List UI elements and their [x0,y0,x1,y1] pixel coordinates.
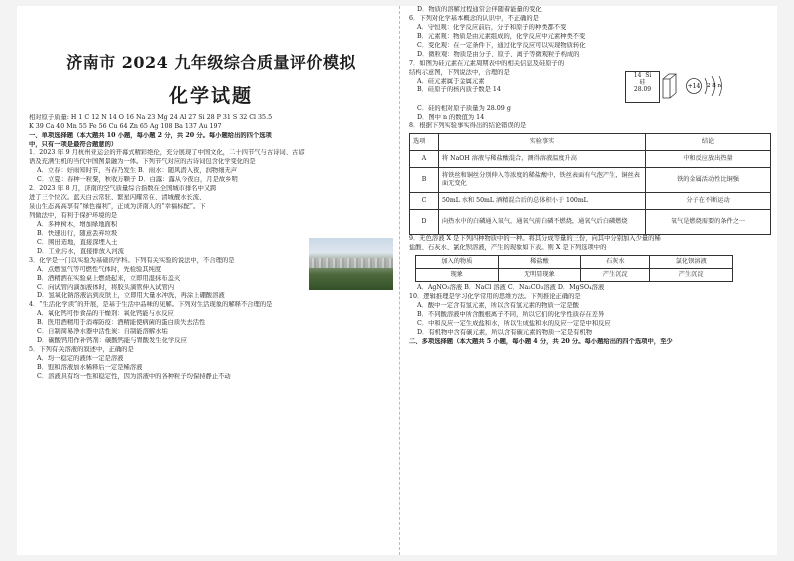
crystal-cube-icon [661,71,677,99]
option-line: C．围田造地，直接深埋入土 [37,238,118,246]
option-line: C．立夏：春种一粒粟，秋收万颗子 D．白露：露从今夜白，月是故乡明 [37,176,238,184]
question-line: 5．下列有关溶液的叙述中，正确的是 [29,346,134,354]
left-column [29,6,393,382]
table-header-cell: 加入的物质 [416,256,499,269]
reaction-table [415,255,733,282]
table-header-cell: 选项 [410,134,439,151]
table-cell: D [410,210,439,235]
option-line: D．微粒观：物质是由分子、原子、离子等微观粒子构成的 [417,50,580,58]
option-line: A．硅元素属于金属元素 [417,77,485,85]
question-line: 列做法中，有利于保护环境的是 [29,212,118,219]
city-landscape-photo [309,238,393,290]
question-line: 语及充满生机的当代中国图景融为一体。下列节气对应的古诗词包含化学变化的是 [29,158,256,166]
question-line: 1．2023 年 9 月杭州亚运会的开幕式精彩绝伦，充分展现了中国文化，二十四节气与古诗词、古谚 [29,149,305,157]
question-line: 4．“生活化学读”的开展，是基于生活中品味的见解。下列对生活现象的解释不合理的是 [29,301,273,309]
table-cell: 无明显现象 [498,269,581,282]
question-line: 盐酸、石灰水、氯化钡溶液，产生的现象如下表。则 X 是下列选项中的 [409,244,607,252]
element-cell-silicon [625,71,660,103]
table-cell: B [410,168,439,193]
option-line: A．酸中一定含有氢元素，所以含有氢元素的物质一定是酸 [417,302,579,310]
electron-shells: 2 8 n [707,82,722,89]
table-header-cell: 结论 [646,134,771,151]
table-header-cell: 稀盐酸 [498,256,581,269]
table-cell: C [410,193,439,210]
option-line: C．自制简易净水器中活性炭：自制能溶解水垢 [37,328,168,336]
table-cell: A [410,151,439,168]
section-heading: 二、多项选择题（本大题共 5 小题，每小题 4 分，共 20 分。每小题给出的四个选项中，至少 [409,337,673,345]
section-heading: 中，只有一项是最符合题意的） [29,140,118,148]
option-line: B．元素观：物质是由元素组成的，化学反应中元素种类不变 [417,32,586,40]
question-line: 结构示意图，下列说法中，合理的是 [409,68,510,76]
table-cell: 向热水中的白磷通入氧气，通氧气前白磷不燃烧，通氧气后白磷燃烧 [439,210,646,235]
table-header-cell: 石灰水 [581,256,650,269]
atomic-mass: 28.09 [633,85,652,93]
option-line: B．酒精洒在实验桌上燃烧起来，立即用湿抹布盖灭 [37,274,181,282]
atomic-structure-diagram [685,73,745,99]
table-header-cell: 实验事实 [439,134,646,151]
option-line: C．中和反应一定生成盐和水，所以生成盐和水的反应一定是中和反应 [417,320,611,327]
atomic-number: 14 [633,71,642,79]
question-line: 6．下列对化学基本概念的认识中，不正确的是 [409,14,539,22]
element-symbol: Si [645,71,652,79]
question-line: 进了三个位次。蓝天白云常驻、繁星闪耀常在、清城靓水长流、 [29,194,206,202]
table-header-row [416,256,733,269]
option-line: D．工业污水，直接排放入河流 [37,247,124,255]
option-line: D．物质的溶解过程通常会伴随着能量的变化 [417,6,542,13]
subject-title: 化学试题 [168,84,253,107]
question-line: 8．根据下列实验事实得出的结论错误的是 [409,122,527,130]
element-name: 硅 [639,78,646,86]
atomic-masses-line: K 39 Ca 40 Mn 55 Fe 56 Cu 64 Zn 65 Ag 108 Ba 137 Au 197 [29,122,222,130]
table-cell: 氧气是燃烧需要的条件之一 [646,210,771,235]
question-line: 2．2023 年 8 月，济南的空气质量综合指数在全国城市排名中又跨 [29,185,217,193]
exam-page [17,6,777,555]
table-cell: 产生沉淀 [581,269,650,282]
option-line: A．点燃氢气等可燃性气体时，先检验其纯度 [37,265,162,273]
atomic-masses-line: 相对原子质量: H 1 C 12 N 14 O 16 Na 23 Mg 24 Al 27 Si 28 P 31 S 32 Cl 35.5 [29,113,273,121]
question-line: 10．逻辑推理是学习化学常用的思维方法。下列推论正确的是 [409,293,581,301]
option-line: A．均一稳定的液体一定是溶液 [37,355,124,362]
table-cell: 将 NaOH 溶液与稀盐酸混合，测得溶液温度升高 [439,151,646,168]
question-line: 泉山生态高高享有“绿色福利”，正成为济南人的“幸福标配”。下 [29,203,206,211]
option-line: C．变化观：在一定条件下，通过化学反应可以实现物质转化 [417,41,586,49]
option-line: A．多种树木，增加绿地面积 [37,220,118,228]
table-row [410,193,771,210]
option-line: C．硅的相对原子质量为 28.09 g [417,104,511,112]
table-cell: 现象 [416,269,499,282]
option-line: C．溶液具有均一性和稳定性，因为溶液中的各种粒子均保持静止不动 [37,372,231,380]
table-cell: 中和反应放出热量 [646,151,771,168]
table-cell: 50mL 水和 50mL 酒精混合后的总体积小于 100mL [439,193,646,210]
option-line: B．医用酒精用于消毒防疫：酒精能使病菌的蛋白质失去活性 [37,319,206,327]
table-header-row [410,134,771,151]
option-line: A．AgNO₃溶液 B．NaCl 溶液 C．Na₂CO₃溶液 D．MgSO₄溶液 [417,284,605,292]
option-line: D．碳酸钙用作补钙剂：碳酸钙能与胃酸发生化学反应 [37,337,187,345]
table-cell: 产生沉淀 [650,269,733,282]
table-header-cell: 氯化钡溶液 [650,256,733,269]
table-cell: 铁的金属活动性比铜强 [646,168,771,193]
option-line: B．硅原子的核内质子数是 14 [417,86,501,94]
option-line: D．有机物中含有碳元素，所以含有碳元素的物质一定是有机物 [417,328,593,336]
table-row [410,151,771,168]
question-line: 7．如图为硅元素在元素周期表中的相关信息及硅原子的 [409,59,565,67]
q7-block [409,69,771,105]
right-column [409,6,771,347]
column-divider [399,6,400,555]
option-line: C．向试管内滴加液体时，将胶头滴管伸入试管内 [37,283,175,291]
table-cell: 分子在不断运动 [646,193,771,210]
option-line: D．图中 n 的数值为 14 [417,113,485,121]
table-cell: 将铁丝和铜丝分别伸入等浓度的稀盐酸中，铁丝表面有气泡产生，铜丝表面无变化 [439,168,646,193]
option-line: A．立春：好雨知时节，当春乃发生 B．雨水：随风潜入夜，润物细无声 [37,167,238,175]
option-line: B．快速出行，随意丢弃垃圾 [37,229,118,237]
table-row [416,269,733,282]
table-row [410,210,771,235]
experiment-table [409,133,771,235]
exam-title: 济南市 2024 九年级综合质量评价模拟 [66,53,356,72]
option-line: D．氢氧化钠溶液沾到皮肤上，立即用大量水冲洗，再涂上硼酸溶液 [37,292,225,300]
option-line: B．饱和溶液加水稀释后一定是稀溶液 [37,363,143,371]
option-line: B．不同酸溶液中所含酸根离子不同，所以它们的化学性质存在差异 [417,311,605,319]
question-line: 9．无色溶液 X 是下列四种物质中的一种。将其分成等量的三份，向其中分别加入少量的稀 [409,235,661,243]
question-line: 3．化学是一门以实验为基础的学科。下列有关实验的说法中，不合理的是 [29,256,235,264]
section-heading: 一、单项选择题（本大题共 10 小题，每小题 2 分，共 20 分。每小题给出的四个选项 [29,131,272,139]
option-line: A．氧化钙可作食品的干燥剂：氧化钙能与水反应 [37,310,174,318]
nucleus-charge: +14 [687,82,701,90]
table-row [410,168,771,193]
option-line: A．守恒观：化学反应前后，分子和原子的种类都不变 [417,23,567,31]
